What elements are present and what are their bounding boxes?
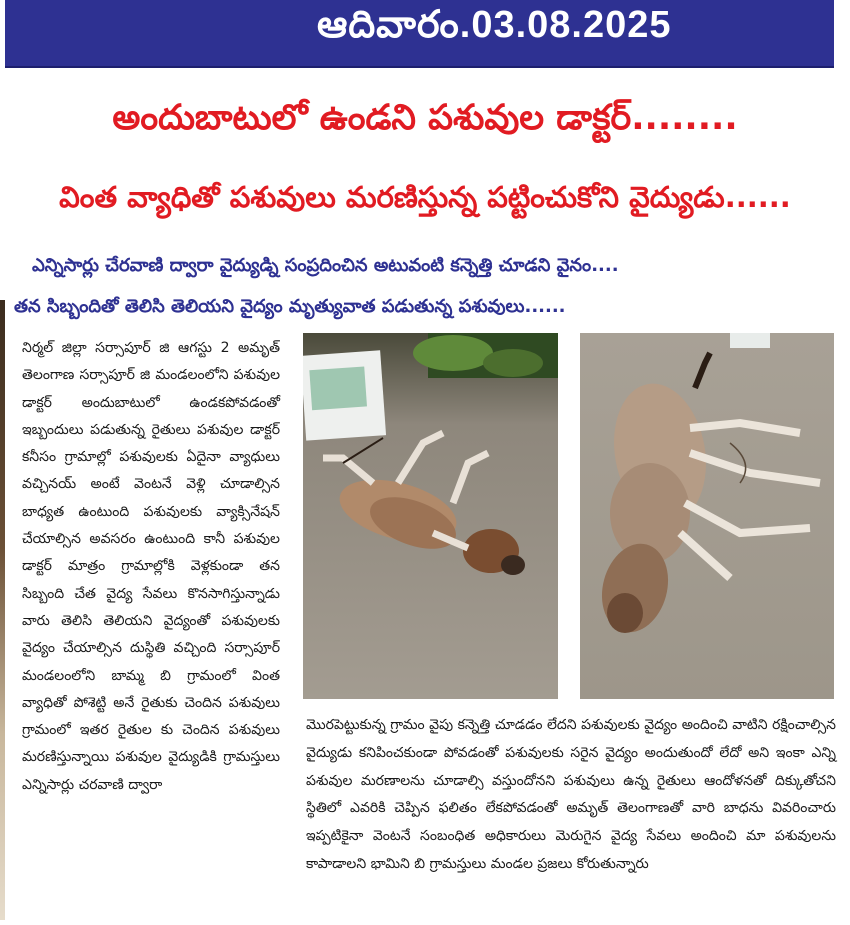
article-body-bottom: మొరపెట్టుకున్న గ్రామం వైపు కన్నెత్తి చూడడం లేదని పశువులకు వైద్యం అందించి వాటిని రక్షించాల్సిన వైద్యుడు కనిపించకుండా పోవడంతో పశువులకు సరైన వైద్యం అందుతుందో లేదో అని ఇంకా ఎన్ని పశువుల మరణాలను చూడాల్సి వస్తుందోనని పశువులు ఉన్న రైతులు ఆందోళనతో దిక్కుతోచని స్థితిలో ఎవరికి చెప్పిన ఫలితం లేకపోవడంతో అమృత్ తెలంగాణతో వారి బాధను వివరించారు ఇప్పటికైనా వెంటనే సంబంధిత అధికారులు మెరుగైన వైద్య సేవలు అందించి మా పశువులను కాపాడాలని భామిని బి గ్రామస్తులు మండల ప్రజలు కోరుతున్నారు [306,717,836,872]
subheading-1: ఎన్నిసార్లు చేరవాణి ద్వారా వైద్యుడ్ని సంప్రదించిన అటువంటి కన్నెత్తి చూడని వైనం.... [32,255,619,276]
date-text: ఆదివారం.03.08.2025 [317,4,672,46]
page-left-edge [0,300,5,920]
date-banner [5,0,834,68]
article-body-left: నిర్మల్ జిల్లా సర్సాపూర్ జి ఆగస్టు 2 అమృత్ తెలంగాణ సర్సాపూర్ జి మండలంలోని పశువుల డాక్టర్ అందుబాటులో ఉండకపోవడంతో ఇబ్బందులు పడుతున్న రైతులు పశువుల డాక్టర్ కనీసం గ్రామాల్లో పశువులకు ఏదైనా వ్యాధులు వచ్చినయ్ అంటే వెంటనే వెళ్లి చూడాల్సిన బాధ్యత ఉంటుంది పశువులకు వ్యాక్సినేషన్ చేయాల్సిన అవసరం ఉంటుంది కానీ పశువుల డాక్టర్ మాత్రం గ్రామాల్లోకి వెళ్లకుండా తన సిబ్బంది చేత వైద్య సేవలు కొనసాగిస్తున్నాడు వారు తెలిసి తెలియని వైద్యంతో పశువులకు వైద్యం చేయాల్సిన దుస్థితి వచ్చింది సర్సాపూర్ మండలంలోని బామ్మ బి గ్రామంలో వింత వ్యాధితో పోశెట్టి అనే రైతుకు చెందిన పశువులు గ్రామంలో ఇతర రైతుల కు చెందిన పశువులు మరణిస్తున్నాయి పశువుల వైద్యుడికి గ్రామస్తులు ఎన్నిసార్లు చరవాణి ద్వారా [22,340,280,793]
photo-dead-calf-2 [580,333,834,699]
headline-main: అందుబాటులో ఉండని పశువుల డాక్టర్........ [112,98,738,138]
subheading-2: తన సిబ్బందితో తెలిసి తెలియని వైద్యం మృత్యువాత పడుతున్న పశువులు...... [14,296,566,317]
photo-dead-calf-1 [303,333,558,699]
headline-secondary: వింత వ్యాధితో పశువులు మరణిస్తున్న పట్టించుకోని వైద్యుడు...... [59,180,791,214]
